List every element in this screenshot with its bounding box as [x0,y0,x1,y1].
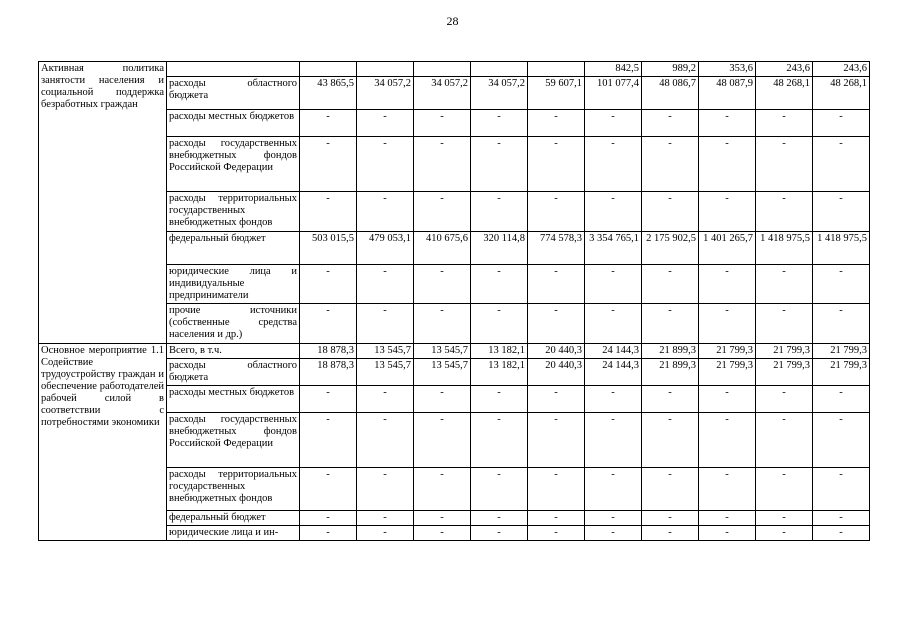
value-cell: - [357,511,414,526]
value-cell: - [642,386,699,413]
value-cell: - [756,413,813,468]
value-cell: - [300,468,357,511]
value-cell: - [528,468,585,511]
value-cell: - [585,526,642,541]
value-cell: - [471,192,528,232]
value-cell: 48 086,7 [642,77,699,110]
value-cell: - [300,265,357,304]
value-cell: - [300,192,357,232]
budget-table [38,61,870,541]
value-cell [528,62,585,77]
value-cell: - [813,304,870,344]
value-cell: - [756,137,813,192]
value-cell: 18 878,3 [300,344,357,359]
funding-source-cell: федеральный бюджет [167,232,300,265]
value-cell: - [699,137,756,192]
value-cell: 479 053,1 [357,232,414,265]
value-cell: 48 268,1 [813,77,870,110]
funding-source-cell: юридические лица и ин- [167,526,300,541]
funding-source-cell: расходы областного бюджета [167,77,300,110]
value-cell: - [813,265,870,304]
value-cell: - [813,137,870,192]
value-cell: - [471,511,528,526]
value-cell: - [300,110,357,137]
table-row [39,344,870,359]
value-cell: 21 899,3 [642,359,699,386]
value-cell: - [642,304,699,344]
funding-source-cell [167,62,300,77]
value-cell: - [471,413,528,468]
value-cell: - [471,110,528,137]
value-cell: 20 440,3 [528,359,585,386]
value-cell: - [585,304,642,344]
value-cell: - [585,192,642,232]
value-cell: - [756,386,813,413]
value-cell: - [471,386,528,413]
value-cell: - [699,110,756,137]
value-cell: - [414,265,471,304]
value-cell: 1 401 265,7 [699,232,756,265]
value-cell: - [699,265,756,304]
value-cell: 842,5 [585,62,642,77]
funding-source-cell: расходы территориальных государственных внебюджетных фондов [167,192,300,232]
value-cell: 21 799,3 [699,359,756,386]
value-cell: - [300,304,357,344]
value-cell: - [699,511,756,526]
value-cell: - [414,468,471,511]
value-cell: - [528,413,585,468]
value-cell: - [813,468,870,511]
value-cell: 3 354 765,1 [585,232,642,265]
value-cell: 24 144,3 [585,344,642,359]
value-cell: - [357,304,414,344]
value-cell: - [357,526,414,541]
funding-source-cell: федеральный бюджет [167,511,300,526]
value-cell: - [642,511,699,526]
funding-source-cell: расходы областного бюджета [167,359,300,386]
value-cell [300,62,357,77]
value-cell: 1 418 975,5 [813,232,870,265]
value-cell: - [471,468,528,511]
value-cell: - [756,526,813,541]
value-cell: 243,6 [756,62,813,77]
value-cell: - [528,192,585,232]
value-cell: 2 175 902,5 [642,232,699,265]
value-cell: - [357,413,414,468]
value-cell: - [471,304,528,344]
funding-source-cell: расходы государственных внебюджетных фондов Российской Федерации [167,137,300,192]
value-cell [471,62,528,77]
value-cell: 34 057,2 [414,77,471,110]
value-cell: 34 057,2 [357,77,414,110]
value-cell: - [528,265,585,304]
value-cell: - [699,413,756,468]
value-cell: 13 545,7 [357,344,414,359]
funding-source-cell: расходы местных бюджетов [167,386,300,413]
value-cell: - [756,511,813,526]
value-cell: - [813,526,870,541]
value-cell: 21 899,3 [642,344,699,359]
funding-source-cell: расходы местных бюджетов [167,110,300,137]
value-cell: - [528,386,585,413]
value-cell [414,62,471,77]
value-cell: 48 087,9 [699,77,756,110]
value-cell: - [414,386,471,413]
value-cell: - [528,304,585,344]
value-cell: - [471,265,528,304]
value-cell: - [357,110,414,137]
value-cell: - [414,110,471,137]
value-cell: - [471,137,528,192]
value-cell: - [642,110,699,137]
funding-source-cell: расходы территориальных государственных внебюджетных фондов [167,468,300,511]
value-cell: - [699,526,756,541]
program-name-cell: Основное мероприятие 1.1 Содействие трудоустройству граждан и обеспечение работодателей рабочей силой в соответствии с потребностями экономики [39,344,167,541]
value-cell: 101 077,4 [585,77,642,110]
value-cell: - [357,468,414,511]
value-cell: 21 799,3 [813,359,870,386]
value-cell: - [357,265,414,304]
value-cell: - [300,526,357,541]
value-cell: 774 578,3 [528,232,585,265]
value-cell: - [585,413,642,468]
value-cell: 243,6 [813,62,870,77]
value-cell: 13 182,1 [471,344,528,359]
value-cell: - [642,192,699,232]
value-cell: - [585,265,642,304]
value-cell: - [642,265,699,304]
page-number: 28 [446,14,459,28]
value-cell: - [642,468,699,511]
value-cell: - [813,413,870,468]
value-cell: 21 799,3 [699,344,756,359]
value-cell: 59 607,1 [528,77,585,110]
value-cell: - [528,110,585,137]
value-cell: - [414,413,471,468]
program-name-cell: Активная политика занятости населения и социальной поддержка безработных граждан [39,62,167,344]
value-cell: - [813,110,870,137]
value-cell: 13 545,7 [357,359,414,386]
value-cell: 503 015,5 [300,232,357,265]
funding-source-cell: Всего, в т.ч. [167,344,300,359]
funding-source-cell: юридические лица и индивидуальные предприниматели [167,265,300,304]
value-cell: - [471,526,528,541]
value-cell: - [756,304,813,344]
value-cell: - [813,192,870,232]
value-cell: - [585,110,642,137]
value-cell: - [414,526,471,541]
value-cell: 34 057,2 [471,77,528,110]
value-cell: - [357,137,414,192]
table-row [39,62,870,77]
value-cell: - [357,192,414,232]
value-cell: - [414,511,471,526]
value-cell: - [300,511,357,526]
value-cell: 353,6 [699,62,756,77]
value-cell: 989,2 [642,62,699,77]
value-cell: - [300,386,357,413]
value-cell: - [813,386,870,413]
value-cell: 13 545,7 [414,359,471,386]
value-cell: 13 545,7 [414,344,471,359]
value-cell: - [699,192,756,232]
value-cell: - [300,413,357,468]
value-cell: 21 799,3 [756,359,813,386]
funding-source-cell: расходы государственных внебюджетных фондов Российской Федерации [167,413,300,468]
value-cell: - [813,511,870,526]
value-cell: - [699,304,756,344]
value-cell: 320 114,8 [471,232,528,265]
value-cell: - [585,386,642,413]
value-cell: - [528,526,585,541]
value-cell: - [585,468,642,511]
funding-source-cell: прочие источники (собственные средства населения и др.) [167,304,300,344]
value-cell: 21 799,3 [813,344,870,359]
value-cell: 20 440,3 [528,344,585,359]
value-cell: 43 865,5 [300,77,357,110]
value-cell: 18 878,3 [300,359,357,386]
value-cell: - [528,137,585,192]
value-cell: - [528,511,585,526]
value-cell: - [756,110,813,137]
value-cell: - [414,304,471,344]
value-cell: 24 144,3 [585,359,642,386]
value-cell: - [756,192,813,232]
value-cell: - [756,265,813,304]
value-cell: - [699,386,756,413]
value-cell: - [756,468,813,511]
value-cell: - [357,386,414,413]
value-cell: 48 268,1 [756,77,813,110]
value-cell: - [585,137,642,192]
value-cell: - [699,468,756,511]
value-cell: 21 799,3 [756,344,813,359]
value-cell: - [585,511,642,526]
value-cell: 1 418 975,5 [756,232,813,265]
value-cell: - [642,526,699,541]
value-cell: - [642,413,699,468]
value-cell [357,62,414,77]
value-cell: 410 675,6 [414,232,471,265]
value-cell: - [414,192,471,232]
value-cell: - [414,137,471,192]
value-cell: - [642,137,699,192]
value-cell: - [300,137,357,192]
value-cell: 13 182,1 [471,359,528,386]
